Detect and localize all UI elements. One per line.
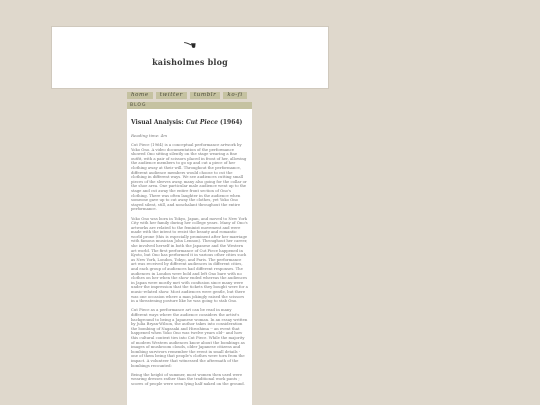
section-label-bar: BLOG xyxy=(127,102,252,109)
blog-title[interactable]: kaisholmes blog xyxy=(152,57,228,67)
post-title[interactable] xyxy=(131,119,248,127)
nav-link-twitter[interactable]: twitter xyxy=(156,92,187,99)
blog-post xyxy=(127,109,252,405)
post-paragraph: Cut Piece (1964) is a conceptual performance artwork by Yoko Ono. A video documentation of the performance showed Ono sitting silently on the stage wearing a fine outfit, with a pair of scissors placed in front of her, allowing the audience members to go up and cut a piece of her clothing away at their will. Throughout the performance, different audience members would choose to cut the clothing in different ways. We see audiences cutting small pieces of the sleeves away, many also going for the collar or the shoe area. One particular male audience went up to the stage and cut away the entire front section of Ono's clothing. There was often laughter in the audience when someone gave up to cut away the clothes, yet Yoko Ono stayed silent, still, and nonchalant throughout the entire performance. xyxy=(131,142,247,212)
post-paragraph: Being the height of summer, most women then used were wearing dresses rather than the traditional work pants ; scores of people were seen lying half naked on the ground. xyxy=(131,371,245,386)
pipe-icon xyxy=(183,40,197,49)
post-title-work: Cut Piece xyxy=(185,119,218,126)
post-paragraph: Yoko Ono was born in Tokyo, Japan, and moved to New York City with her family during her college years. Many of Ono's artworks are related to the feminist movement and were made with the intent to resist the beauty and romantic world prone (this is especially prominent after her marriage with famous musician John Lennon). Throughout her career, she involved herself in both the Japanese and the Western art world. The first performance of Cut Piece happened in Kyoto, but Ono has performed it in various other cities such as New York, London, Tokyo, and Paris. The performance art was received by different audiences in different cities, and each group of audiences had different responses. The audiences in London were bold and left Ono bare with no clothes on her when the show ended whereas the audiences in Japan were mostly met with confusion since many were under the impression that the tickets they bought were for a music-related show. Most audiences were gentle, but there was one occasion where a man jokingly raised the scissors in a threatening posture like he was going to stab Ono. xyxy=(131,215,248,304)
nav-link-home[interactable]: home xyxy=(127,92,153,99)
post-title-prefix: Visual Analysis: xyxy=(131,119,186,126)
post-title-suffix: (1964) xyxy=(217,119,243,126)
nav-link-tumblr[interactable]: tumblr xyxy=(190,92,220,99)
top-nav xyxy=(127,92,247,99)
reading-time: Reading time: 4m xyxy=(131,133,168,138)
nav-link-kofi[interactable]: ko-fi xyxy=(223,92,246,99)
post-paragraph: Cut Piece as a performance art can be read in many different ways where the audience considers the artist's background to being a Japanese woman. In an essay written by Julia Bryan-Wilson, the author takes into consideration the bombing of Nagasaki and Hiroshima -- an event that happened when Yoko Ono was twelve years old-- and how this cultural context ties into Cut Piece. While the majority of modern Western audiences know about the bombings as images of mushroom clouds, older Japanese citizens and bombing survivors remember the event in small details - one of them being that people's clothes were torn from the impact. A volunteer that witnessed the aftermath of the bombings recounted: xyxy=(131,307,248,368)
